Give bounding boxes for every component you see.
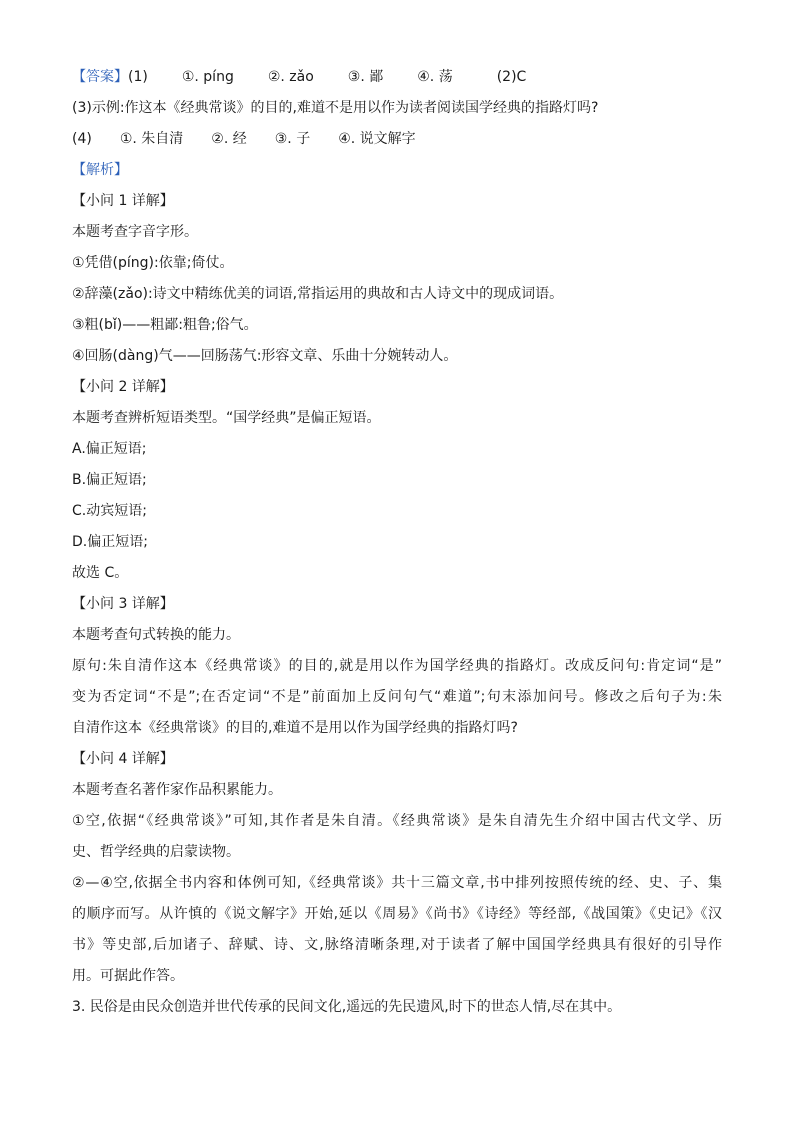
section-4-line-2: 史、哲学经典的启蒙读物。 <box>72 844 240 860</box>
answer-q4-item-4: ④. 说文解字 <box>338 131 416 147</box>
section-1-line-4: ④回肠(dàng)气——回肠荡气:形容文章、乐曲十分婉转动人。 <box>72 348 458 364</box>
section-4-line-3: ②—④空,依据全书内容和体例可知,《经典常谈》共十三篇文章,书中排列按照传统的经、史、子、集 <box>72 875 722 891</box>
section-2-intro: 本题考查辨析短语类型。“国学经典”是偏正短语。 <box>72 410 381 426</box>
analysis-tag: 【解析】 <box>72 162 128 178</box>
section-1-title: 【小问 1 详解】 <box>72 193 174 209</box>
section-4-line-5: 书》等史部,后加诸子、辞赋、诗、文,脉络清晰条理,对于读者了解中国国学经典具有很好的引导作 <box>72 937 722 953</box>
section-2-conclusion: 故选 C。 <box>72 565 129 581</box>
section-3-intro: 本题考查句式转换的能力。 <box>72 627 240 643</box>
section-1-line-3: ③粗(bǐ)——粗鄙:粗鲁;俗气。 <box>72 317 258 333</box>
answer-q1-item-2: ②. zǎo <box>267 69 314 85</box>
section-4-title: 【小问 4 详解】 <box>72 751 174 767</box>
next-question: 3. 民俗是由民众创造并世代传承的民间文化,遥远的先民遗风,时下的世态人情,尽在其中。 <box>72 999 622 1015</box>
answer-q4-label: (4) <box>72 131 92 147</box>
answer-line-1 <box>72 62 722 93</box>
section-3-line-2: 变为否定词“不是”;在否定词“不是”前面加上反问句气“难道”;句末添加问号。修改之后句子为:朱 <box>72 689 722 705</box>
section-4-line-4: 的顺序而写。从许慎的《说文解字》开始,延以《周易》《尚书》《诗经》等经部,《战国策》《史记》《汉 <box>72 906 722 922</box>
section-3-line-1: 原句:朱自清作这本《经典常谈》的目的,就是用以作为国学经典的指路灯。改成反问句:肯定词“是” <box>72 658 722 674</box>
answer-q1-item-1: ①. píng <box>181 69 234 85</box>
section-4-line-1: ①空,依据“《经典常谈》”可知,其作者是朱自清。《经典常谈》是朱自清先生介绍中国古代文学、历 <box>72 813 722 829</box>
section-2-option-a: A.偏正短语; <box>72 441 147 457</box>
section-2-option-c: C.动宾短语; <box>72 503 147 519</box>
section-1-line-2: ②辞藻(zǎo):诗文中精练优美的词语,常指运用的典故和古人诗文中的现成词语。 <box>72 286 564 302</box>
answer-q1-item-3: ③. 鄙 <box>347 69 384 85</box>
section-4-line-6: 用。可据此作答。 <box>72 968 184 984</box>
answer-line-2 <box>72 93 722 124</box>
section-2-option-b: B.偏正短语; <box>72 472 147 488</box>
section-1-line-1: ①凭借(píng):依靠;倚仗。 <box>72 255 234 271</box>
document-page <box>72 62 722 1023</box>
answer-q2: (2)C <box>496 69 527 85</box>
analysis-heading <box>72 155 722 186</box>
answer-q1-item-4: ④. 荡 <box>417 69 453 85</box>
answer-q3: (3)示例:作这本《经典常谈》的目的,难道不是用以作为读者阅读国学经典的指路灯吗? <box>72 100 599 116</box>
answer-tag: 【答案】 <box>72 69 128 85</box>
answer-q4-item-3: ③. 子 <box>274 131 311 147</box>
section-3-line-3: 自清作这本《经典常谈》的目的,难道不是用以作为国学经典的指路灯吗? <box>72 720 518 736</box>
answer-q4-item-1: ①. 朱自清 <box>119 131 184 147</box>
section-2-title: 【小问 2 详解】 <box>72 379 174 395</box>
section-3-title: 【小问 3 详解】 <box>72 596 174 612</box>
answer-q4-item-2: ②. 经 <box>211 131 247 147</box>
answer-line-3 <box>72 124 722 155</box>
section-4-intro: 本题考查名著作家作品积累能力。 <box>72 782 282 798</box>
section-2-option-d: D.偏正短语; <box>72 534 148 550</box>
section-1-intro: 本题考查字音字形。 <box>72 224 198 240</box>
answer-q1-label: (1) <box>128 69 148 85</box>
